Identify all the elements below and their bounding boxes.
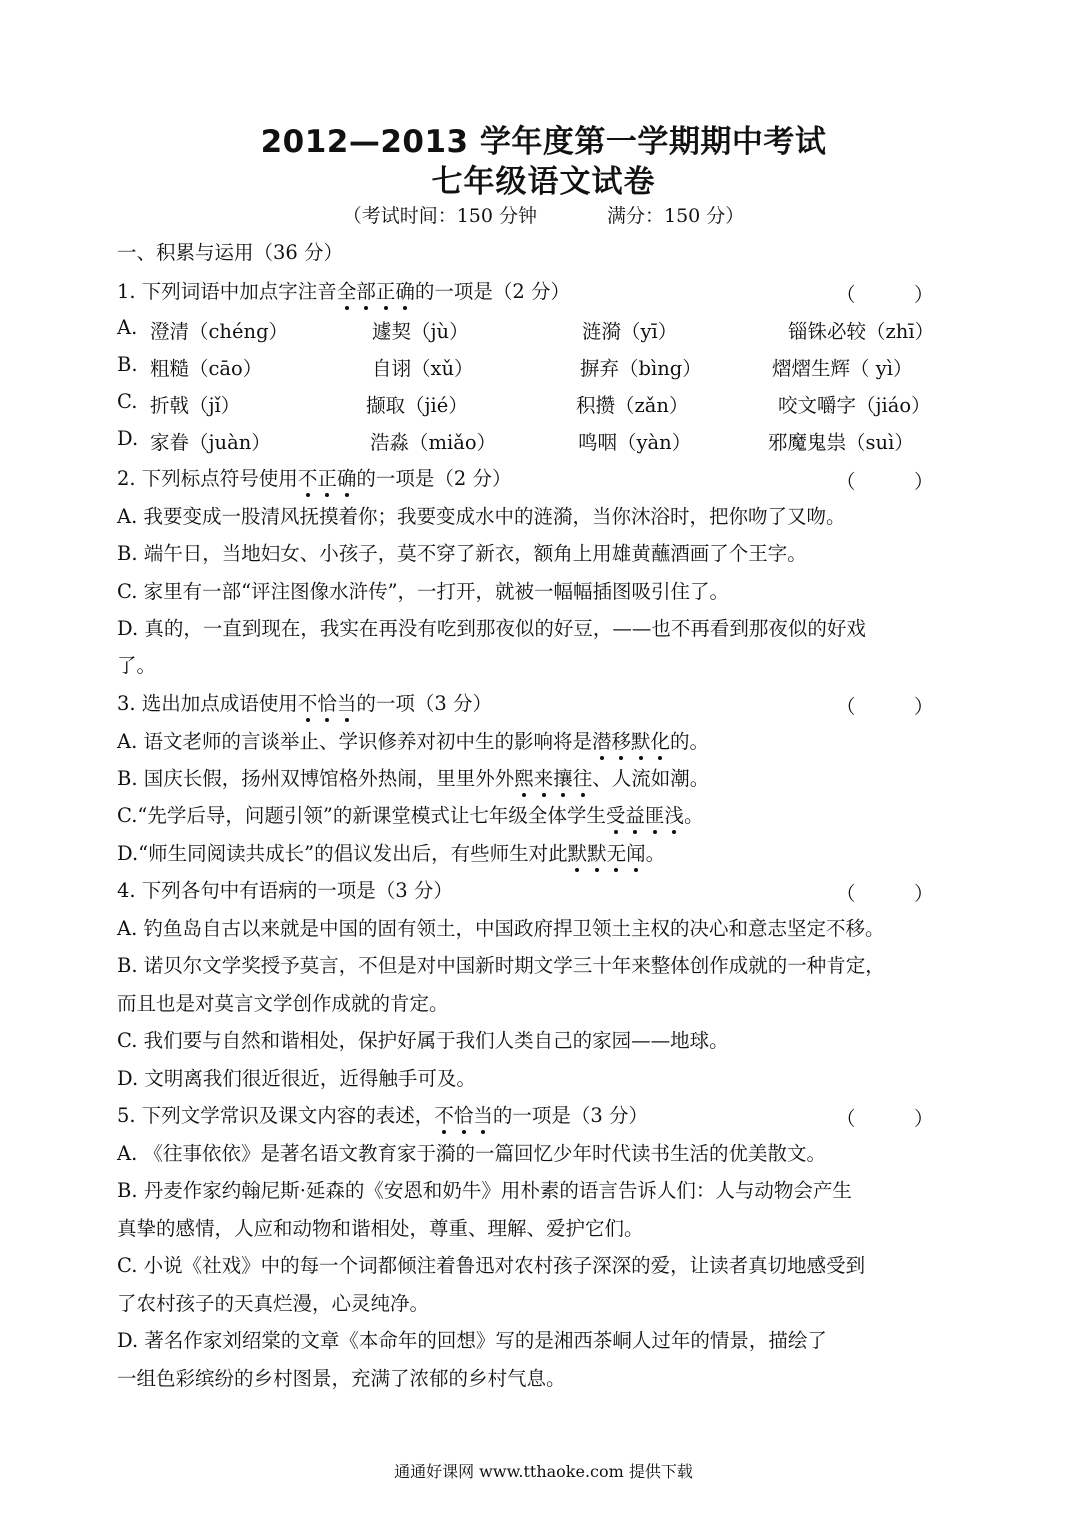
section-heading: 一、积累与运用（36 分） <box>117 241 344 264</box>
question-5-option-b-cont: 真挚的感情，人应和动物和谐相处，尊重、理解、爱护它们。 <box>117 1217 644 1240</box>
option-item: 邪魔鬼祟（suì） <box>768 431 914 454</box>
option-item: 锱铢必较（zhī） <box>788 320 935 343</box>
dotted-character: 确 <box>336 467 357 490</box>
exam-subtitle: 七年级语文试卷 <box>431 164 656 200</box>
question-4-option-c: C. 我们要与自然和谐相处，保护好属于我们人类自己的家园——地球。 <box>117 1029 729 1052</box>
question-3-stem: 3. 选出加点成语使用不恰当的一项（3 分） <box>117 692 492 715</box>
dotted-character: 全 <box>336 280 357 303</box>
dotted-character: 确 <box>395 280 415 303</box>
question-3-option-a: A. 语文老师的言谈举止、学识修养对初中生的影响将是潜移默化的。 <box>117 730 710 753</box>
exam-info <box>0 201 1087 228</box>
question-5-option-d-cont: 一组色彩缤纷的乡村图景，充满了浓郁的乡村气息。 <box>117 1367 566 1390</box>
option-item: 鸣咽（yàn） <box>578 431 692 454</box>
dotted-character: 化 <box>650 730 671 753</box>
option-item: 撷取（jié） <box>366 394 468 417</box>
question-2-option-b: B. 端午日，当地妇女、小孩子，莫不穿了新衣，额角上用雄黄蘸酒画了个王字。 <box>117 542 807 565</box>
option-item: 遽契（jù） <box>372 320 469 343</box>
option-item: 粗糙（cāo） <box>150 357 263 380</box>
question-2-stem: 2. 下列标点符号使用不正确的一项是（2 分） <box>117 467 512 490</box>
emphasis-dotted <box>514 767 592 790</box>
question-1-stem: 1. 下列词语中加点字注音全部正确的一项是（2 分） <box>117 280 570 303</box>
option-item: 积攒（zǎn） <box>576 394 689 417</box>
emphasis-dotted <box>568 842 646 865</box>
dotted-character: 正 <box>317 467 337 490</box>
dotted-character: 受 <box>605 804 626 827</box>
dotted-character: 不 <box>297 467 318 490</box>
dotted-character: 恰 <box>453 1104 474 1127</box>
emphasis-dotted <box>298 467 357 490</box>
answer-bracket: （ ） <box>836 882 934 905</box>
question-3-option-d: D.“师生同阅读共成长”的倡议发出后，有些师生对此默默无闻。 <box>117 842 666 865</box>
option-item: 浩淼（miǎo） <box>370 431 497 454</box>
footer-source: 通通好课网 www.tthaoke.com 提供下载 <box>394 1462 693 1481</box>
dotted-character: 益 <box>625 804 645 827</box>
option-item: 家眷（juàn） <box>150 431 271 454</box>
option-item: 自诩（xǔ） <box>372 357 474 380</box>
option-item: 涟漪（yī） <box>582 320 678 343</box>
dotted-character: 移 <box>611 730 632 753</box>
question-4-option-d: D. 文明离我们很近很近，近得触手可及。 <box>117 1067 476 1090</box>
emphasis-dotted <box>434 1104 493 1127</box>
dotted-character: 熙 <box>514 767 534 790</box>
dotted-character: 来 <box>533 767 554 790</box>
score-info: 满分：150 分） <box>607 205 745 227</box>
dotted-character: 匪 <box>644 804 665 827</box>
answer-bracket: （ ） <box>836 1107 934 1130</box>
dotted-character: 往 <box>572 767 593 790</box>
answer-bracket: （ ） <box>836 695 934 718</box>
option-item: 熠熠生辉（ yì） <box>772 357 913 380</box>
dotted-character: 潜 <box>591 730 612 753</box>
question-5-option-c: C. 小说《社戏》中的每一个词都倾注着鲁迅对农村孩子深深的爱，让读者真切地感受到 <box>117 1254 866 1277</box>
question-4-option-a: A. 钓鱼岛自古以来就是中国的固有领土，中国政府捍卫领土主权的决心和意志坚定不移。 <box>117 917 885 940</box>
dotted-character: 部 <box>356 280 376 303</box>
emphasis-dotted <box>606 804 684 827</box>
emphasis-dotted <box>592 730 670 753</box>
question-4-option-b-cont: 而且也是对莫言文学创作成就的肯定。 <box>117 992 449 1015</box>
answer-bracket: （ ） <box>836 470 934 493</box>
exam-title: 2012—2013 学年度第一学期期中考试 <box>260 124 827 160</box>
dotted-character: 闻 <box>626 842 646 865</box>
dotted-character: 无 <box>606 842 627 865</box>
dotted-character: 不 <box>297 692 318 715</box>
dotted-character: 默 <box>631 730 651 753</box>
dotted-character: 正 <box>375 280 396 303</box>
option-letter: C. <box>117 390 138 413</box>
emphasis-dotted <box>337 280 415 303</box>
option-letter: D. <box>117 427 139 450</box>
question-3-option-b: B. 国庆长假，扬州双博馆格外热闹，里里外外熙来攘往、人流如潮。 <box>117 767 710 790</box>
question-2-option-d: D. 真的，一直到现在，我实在再没有吃到那夜似的好豆，——也不再看到那夜似的好戏 <box>117 617 866 640</box>
dotted-character: 不 <box>434 1104 454 1127</box>
question-5-option-c-cont: 了农村孩子的天真烂漫，心灵纯净。 <box>117 1292 430 1315</box>
dotted-character: 当 <box>473 1104 493 1127</box>
option-letter: A. <box>117 316 138 339</box>
question-5-stem: 5. 下列文学常识及课文内容的表述，不恰当的一项是（3 分） <box>117 1104 648 1127</box>
answer-bracket: （ ） <box>836 283 934 306</box>
option-item: 澄清（chéng） <box>150 320 289 343</box>
time-info: （考试时间：150 分钟 <box>342 205 537 227</box>
question-2-option-c: C. 家里有一部“评注图像水浒传”，一打开，就被一幅幅插图吸引住了。 <box>117 580 730 603</box>
question-4-stem: 4. 下列各句中有语病的一项是（3 分） <box>117 879 453 902</box>
emphasis-dotted <box>298 692 357 715</box>
dotted-character: 恰 <box>317 692 337 715</box>
question-2-option-a: A. 我要变成一股清风抚摸着你；我要变成水中的涟漪，当你沐浴时，把你吻了又吻。 <box>117 505 846 528</box>
question-3-option-c: C.“先学后导，问题引领”的新课堂模式让七年级全体学生受益匪浅。 <box>117 804 704 827</box>
option-letter: B. <box>117 353 138 376</box>
question-2-option-d-cont: 了。 <box>117 654 157 677</box>
question-5-option-d: D. 著名作家刘绍棠的文章《本命年的回想》写的是湘西茶峒人过年的情景，描绘了 <box>117 1329 827 1352</box>
dotted-character: 默 <box>587 842 607 865</box>
question-4-option-b: B. 诺贝尔文学奖授予莫言，不但是对中国新时期文学三十年来整体创作成就的一种肯定， <box>117 954 885 977</box>
dotted-character: 当 <box>336 692 357 715</box>
option-item: 折戟（jǐ） <box>150 394 241 417</box>
dotted-character: 攘 <box>553 767 573 790</box>
dotted-character: 默 <box>567 842 588 865</box>
dotted-character: 浅 <box>664 804 684 827</box>
option-item: 摒弃（bìng） <box>580 357 702 380</box>
question-5-option-b: B. 丹麦作家约翰尼斯·延森的《安恩和奶牛》用朴素的语言告诉人们：人与动物会产生 <box>117 1179 852 1202</box>
option-item: 咬文嚼字（jiáo） <box>778 394 931 417</box>
question-5-option-a: A. 《往事依依》是著名语文教育家于漪的一篇回忆少年时代读书生活的优美散文。 <box>117 1142 826 1165</box>
